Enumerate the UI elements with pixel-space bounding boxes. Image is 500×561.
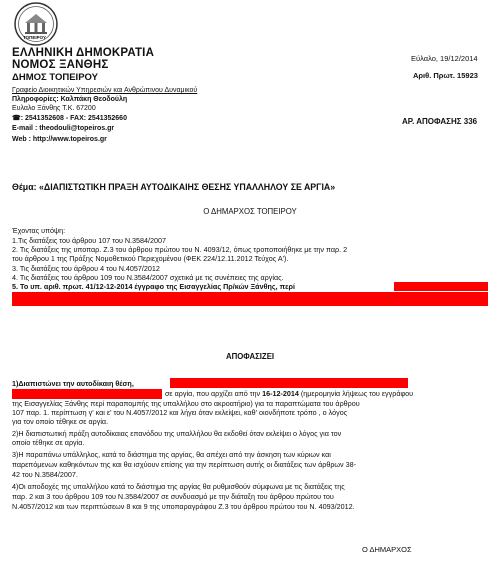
decision-2-line: 2)Η διαπιστωτική πράξη αυτοδίκαιας επανόδου της υπαλλήλου θα εκδοθεί όταν εκλείψει ο λόγος για τον	[12, 429, 342, 438]
document-date: Εύλαλο, 19/12/2014	[411, 54, 478, 63]
email-line: E-mail : theodouli@topeiros.gr	[12, 125, 115, 132]
issuer-heading: Ο ΔΗΜΑΡΧΟΣ ΤΟΠΕΙΡΟΥ	[203, 207, 297, 216]
considering-item: 2. Τις διατάξεις της υποπαρ. Ζ.3 του άρθρου πρώτου του Ν. 4093/12, όπως τροποποιήθηκε με την παρ. 2	[12, 245, 348, 254]
decision-text: σε αργία, που αρχίζει από την	[165, 389, 261, 398]
decision-1-line: της Εισαγγελίας Ξάνθης περί παραπομπής της υπαλλήλου στο ακροατήριο) για τα παραπτώματα του άρθρου	[12, 399, 360, 408]
considering-item: του άρθρου 1 της Πράξης Νομοθετικού Περιεχομένου (ΦΕΚ 224/12.11.2012 Τεύχος Α').	[12, 254, 289, 263]
decision-4-line: 4)Οι αποδοχές της υπαλλήλου κατά το διάστημα της αργίας θα ρυθμισθούν σύμφωνα με τις διατάξεις της	[12, 482, 345, 491]
decision-2-line: οποίο τέθηκε σε αργία.	[12, 438, 85, 447]
municipality-title: ΔΗΜΟΣ ΤΟΠΕΙΡΟΥ	[12, 72, 98, 83]
subject-line: Θέμα: «ΔΙΑΠΙΣΤΩΤΙΚΗ ΠΡΑΞΗ ΑΥΤΟΔΙΚΑΙΗΣ ΘΕΣΗΣ ΥΠΑΛΛΗΛΟΥ ΣΕ ΑΡΓΙΑ»	[12, 182, 336, 192]
decision-3-line: παρεπόμενων καθηκόντων της και θα ισχύουν επίσης για την περίπτωση αυτής οι διατάξεις των άρθρων 38-	[12, 460, 357, 469]
info-line: Πληροφορίες: Καλπάκη Θεοδούλη	[12, 96, 128, 103]
office-name: Γραφείο Διοικητικών Υπηρεσιών και Ανθρώπινου Δυναμικού	[12, 87, 198, 94]
decision-1-line	[12, 379, 134, 388]
decision-1-label: 1)Διαπιστώνει την αυτοδίκαιη θέση,	[12, 379, 134, 388]
decision-date: 16-12-2014	[260, 389, 299, 398]
considering-item: 1.Τις διατάξεις του άρθρου 107 του Ν.3584/2007	[12, 236, 167, 245]
redaction-bar	[394, 282, 488, 291]
prefecture-title: ΝΟΜΟΣ ΞΑΝΘΗΣ	[12, 59, 109, 71]
address-line: Ευλαλο Ξάνθης Τ.Κ. 67200	[12, 105, 96, 112]
decision-1-line: 107 παρ. 1. περίπτωση γ' και ε' του Ν.4057/2012 και λήγει όταν εκλείψει, καθ' οιονδήποτε τρόπο , ο λόγος	[12, 408, 348, 417]
web-line: Web : http://www.topeiros.gr	[12, 136, 107, 143]
signature-title: Ο ΔΗΜΑΡΧΟΣ	[362, 545, 412, 554]
decision-3-line: 42 του Ν.3584/2007.	[12, 470, 78, 479]
considering-item: 5. Το υπ. αριθ. πρωτ. 41/12-12-2014 έγγραφο της Εισαγγελίας Πρ/κών Ξάνθης, περί	[12, 282, 295, 291]
redaction-bar	[170, 378, 408, 388]
considering-intro: Έχοντας υπόψη:	[12, 226, 66, 235]
decision-1-line	[165, 389, 413, 398]
logo-caption: ΤΟΠΕΙΡΟΥ	[23, 35, 47, 40]
municipality-logo	[14, 2, 58, 46]
redaction-bar	[12, 389, 162, 399]
decision-number: ΑΡ. ΑΠΟΦΑΣΗΣ 336	[402, 117, 478, 126]
considering-item: 4. Τις διατάξεις του άρθρου 109 του Ν.3584/2007 σχετικά με τις συνέπειες της αργίας.	[12, 273, 284, 282]
considering-item: 3. Τις διατάξεις του άρθρου 4 του Ν.4057/2012	[12, 264, 160, 273]
decision-4-line: παρ. 2 και 3 του άρθρου 109 του Ν.3584/2007 σε συνδυασμό με την διάταξη του άρθρου πρώτου του	[12, 492, 334, 501]
decision-3-line: 3)Η παραπάνω υπάλληλος, κατά το διάστημα της αργίας, θα απέχει από την άσκηση των κύριων και	[12, 450, 331, 459]
decision-text: (ημερομηνία λήψεως του εγγράφου	[298, 389, 414, 398]
protocol-number: Αριθ. Πρωτ. 15923	[413, 71, 478, 80]
decision-1-line: για τον οποίο τέθηκε σε αργία.	[12, 417, 109, 426]
decision-4-line: Ν.4057/2012 και των περιπτώσεων 8 και 9 της υποπαραγράφου Ζ.3 του άρθρου πρώτου του Ν. 4093/2012.	[12, 502, 355, 511]
phone-fax-line: ☎: 2541352608 - FAX: 2541352660	[12, 115, 127, 122]
redaction-bar	[12, 292, 488, 306]
republic-title: ΕΛΛΗΝΙΚΗ ΔΗΜΟΚΡΑΤΙΑ	[12, 47, 155, 59]
decide-heading: ΑΠΟΦΑΣΙΖΕΙ	[225, 352, 275, 361]
